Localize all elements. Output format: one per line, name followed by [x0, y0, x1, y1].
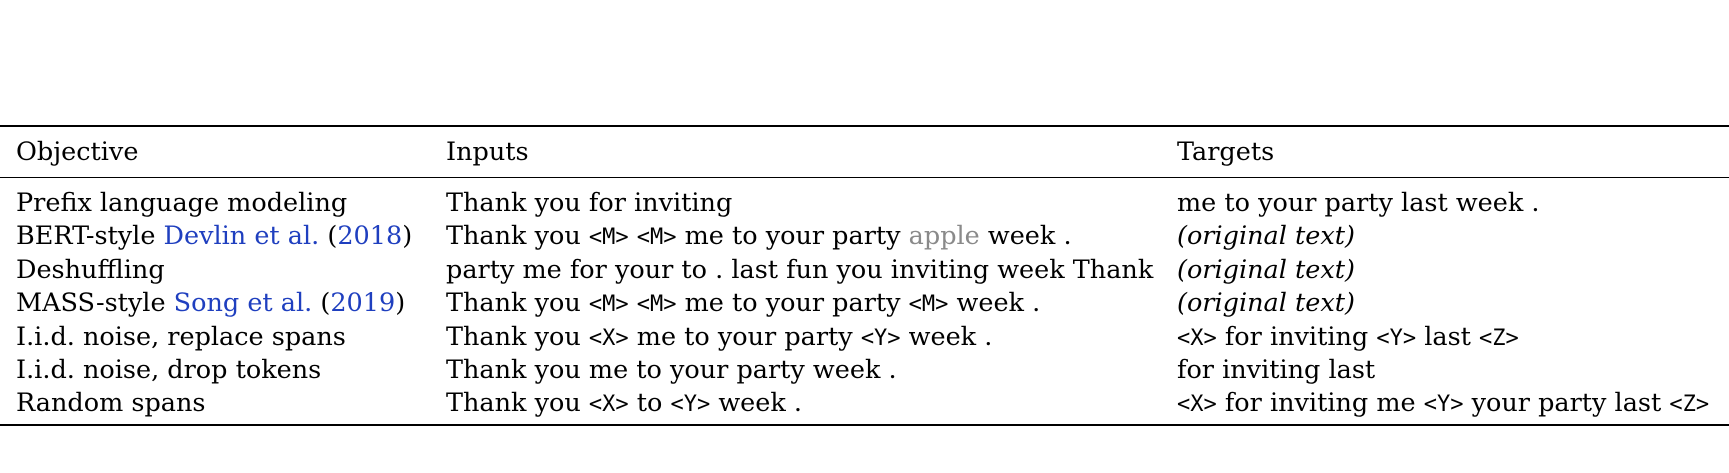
inputs-cell: Thank you <M> <M> me to your party apple week .	[446, 221, 1072, 252]
corrupted-token: apple	[908, 221, 980, 252]
inputs-cell: Thank you for inviting	[446, 188, 733, 218]
mask-token: <M>	[588, 225, 629, 251]
table-row	[0, 187, 1729, 220]
sentinel-token: <X>	[588, 392, 629, 418]
targets-cell: (original text)	[1177, 221, 1355, 252]
table-row	[0, 287, 1729, 320]
targets-cell: (original text)	[1177, 254, 1355, 285]
inputs-cell: Thank you <X> me to your party <Y> week .	[446, 321, 993, 352]
table-bottom-rule	[0, 424, 1729, 426]
sentinel-token: <X>	[1177, 325, 1217, 351]
mask-token: <M>	[908, 292, 949, 318]
objective-cell: Deshuffling	[16, 254, 165, 285]
objective-cell: Prefix language modeling	[16, 188, 348, 218]
targets-cell: <X> for inviting <Y> last <Z>	[1177, 321, 1519, 352]
targets-cell: for inviting last	[1177, 354, 1376, 385]
header-inputs: Inputs	[446, 137, 529, 167]
sentinel-token: <Z>	[1669, 392, 1710, 418]
citation-year-link[interactable]: 2019	[330, 288, 396, 319]
inputs-cell: Thank you me to your party week .	[446, 354, 897, 385]
table-row	[0, 387, 1729, 420]
targets-cell: <X> for inviting me <Y> your party last <Z>	[1177, 388, 1710, 419]
inputs-cell: Thank you <X> to <Y> week .	[446, 388, 803, 419]
header-targets: Targets	[1177, 137, 1275, 167]
table-row	[0, 254, 1729, 287]
objective-cell: MASS-style Song et al. (2019)	[16, 288, 406, 319]
mask-token: <M>	[636, 292, 677, 318]
sentinel-token: <Y>	[860, 325, 901, 351]
header-objective: Objective	[16, 137, 139, 167]
objective-cell: Random spans	[16, 388, 206, 419]
objective-cell: BERT-style Devlin et al. (2018)	[16, 221, 413, 252]
objectives-table	[0, 125, 1729, 426]
sentinel-token: <Y>	[1423, 392, 1464, 418]
objective-cell: I.i.d. noise, drop tokens	[16, 354, 322, 385]
sentinel-token: <Z>	[1479, 325, 1519, 351]
sentinel-token: <Y>	[1376, 325, 1417, 351]
inputs-cell: Thank you <M> <M> me to your party <M> week .	[446, 288, 1041, 319]
table-row	[0, 321, 1729, 354]
objective-cell: I.i.d. noise, replace spans	[16, 321, 346, 352]
table-row	[0, 354, 1729, 387]
sentinel-token: <X>	[588, 325, 629, 351]
sentinel-token: <X>	[1177, 392, 1217, 418]
inputs-cell: party me for your to . last fun you inviting week Thank	[446, 254, 1154, 285]
table-row	[0, 220, 1729, 253]
table-header-row	[0, 127, 1729, 177]
targets-cell: me to your party last week .	[1177, 188, 1540, 218]
mask-token: <M>	[636, 225, 677, 251]
citation-link[interactable]: Devlin et al.	[163, 221, 320, 252]
mask-token: <M>	[588, 292, 629, 318]
citation-link[interactable]: Song et al.	[173, 288, 313, 319]
table-body	[0, 178, 1729, 424]
sentinel-token: <Y>	[670, 392, 711, 418]
targets-cell: (original text)	[1177, 288, 1355, 319]
citation-year-link[interactable]: 2018	[337, 221, 403, 252]
